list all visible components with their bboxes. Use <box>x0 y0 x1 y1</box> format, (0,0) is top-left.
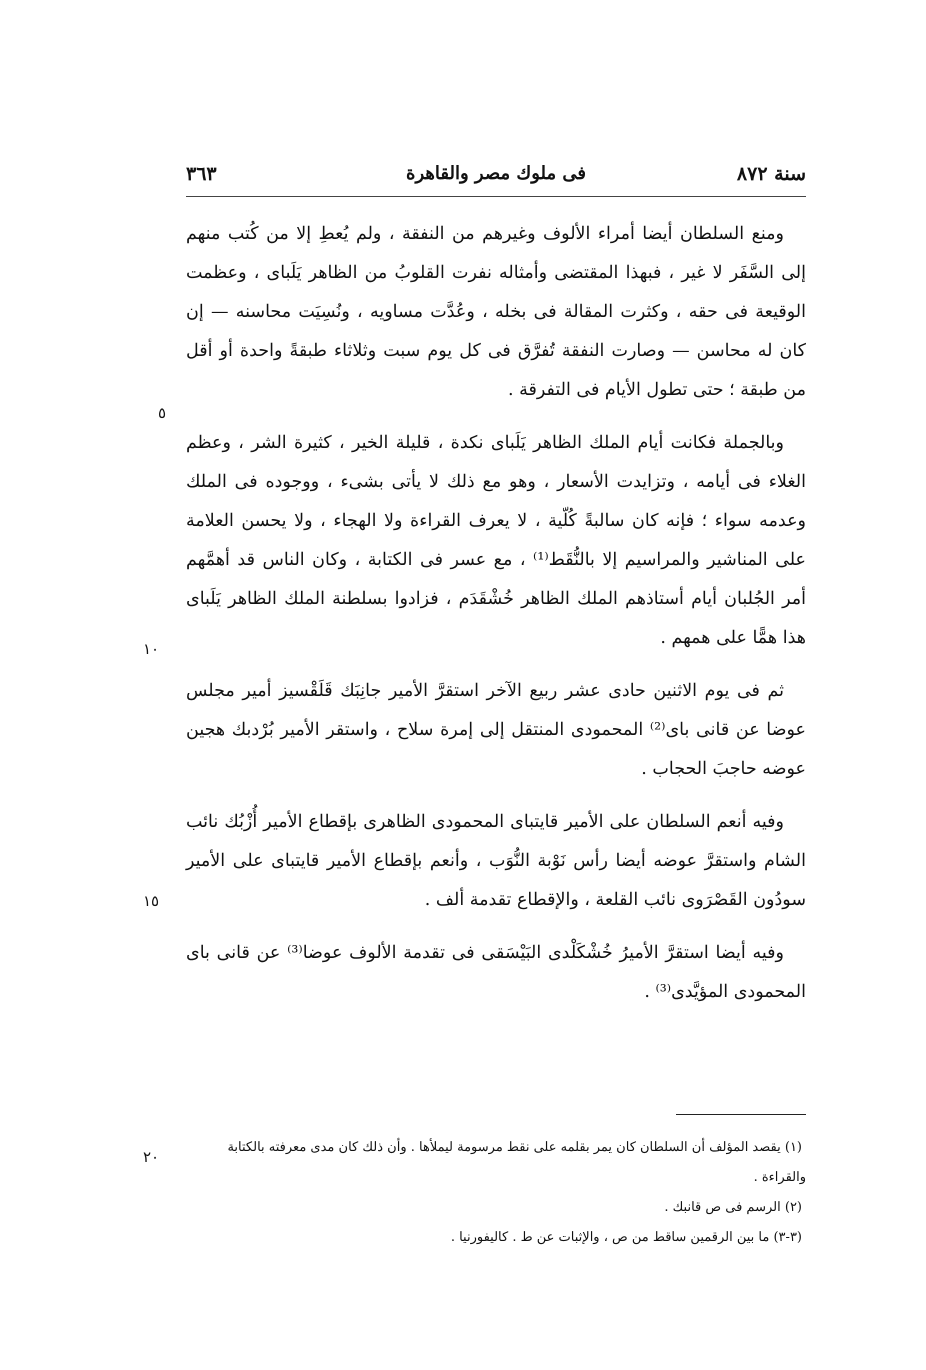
paragraph: ومنع السلطان أيضا أمراء الألوف وغيرهم من النفقة ، ولم يُعطِ إلا من كُتب منهم إلى السَّفَر لا غير ، فبهذا المقتضى وأمثاله نفرت القلوبُ من الظاهر يَلَباى ، وعظمت الوقيعة فى حقه ، وكثرت المقالة فى بخله ، وعُدَّت مساويه ، ونُسِيَت محاسنه — إن كان له محاسن — وصارت النفقة تُفرَّق فى كل يوم سبت وثلاثاء طبقةً واحدة أو أقل من طبقة ؛ حتى تطول الأيام فى التفرقة . <box>186 224 806 400</box>
line-number-10: ١٠ <box>143 640 160 658</box>
footnote-rule <box>676 1114 806 1115</box>
line-number-5: ٥ <box>158 404 167 422</box>
header-title: فى ملوك مصر والقاهرة <box>406 163 586 184</box>
footnote: (١) يقصد المؤلف أن السلطان كان يمر بقلمه على نقط مرسومة ليملأها . وأن ذلك كان مدى معرفته بالكتابة والقراءة . <box>227 1140 806 1185</box>
running-header <box>186 163 806 193</box>
header-year: سنة ٨٧٢ <box>736 163 806 185</box>
line-number-20: ٢٠ <box>143 1148 160 1166</box>
paragraph: وبالجملة فكانت أيام الملك الظاهر يَلَباى نكدة ، قليلة الخير ، كثيرة الشر ، وعظم الغلاء فى أيامه ، وتزايدت الأسعار ، وهو مع ذلك لا يأتى بشىء ، ووجوده فى الملك وعدمه سواء ؛ فإنه كان سالبةً كُلّية ، لا يعرف القراءة ولا الهجاء ، ولا يحسن العلامة على المناشير والمراسيم إلا بالنُّقَط⁽¹⁾ ، مع عسر فى الكتابة ، وكان الناس قد أهمَّهم أمر الجُلبان أيام أستاذهم الملك الظاهر خُشْقَدَم ، فزادوا بسلطنة الملك الظاهر يَلَباى هذا همًّا على همهم . <box>186 433 806 648</box>
paragraph: وفيه أيضا استقرَّ الأميرُ خُشْكَلْدى البَيْسَقى فى تقدمة الألوف عوضا⁽³⁾ عن قانى باى المحمودى المؤيَّدى⁽³⁾ . <box>186 943 806 1002</box>
line-number-15: ١٥ <box>143 892 160 910</box>
footnote: (٢) الرسم فى ص قانبك . <box>664 1200 802 1215</box>
main-text <box>186 215 806 1026</box>
header-rule <box>186 196 806 197</box>
page-number: ٣٦٣ <box>186 163 217 185</box>
footnotes <box>196 1133 806 1253</box>
footnote: (٣-٣) ما بين الرقمين ساقط من ص ، والإثبات عن ط . كاليفورنيا . <box>450 1230 802 1245</box>
paragraph: وفيه أنعم السلطان على الأمير قايتباى المحمودى الظاهرى بإقطاع الأمير أُزْبُك نائب الشام واستقرَّ عوضه أيضا رأس نَوْبة النُّوَب ، وأنعم بإقطاع الأمير قايتباى على الأمير سودُون القَصْرَوى نائب القلعة ، والإقطاع تقدمة ألف . <box>186 812 806 910</box>
paragraph: ثم فى يوم الاثنين حادى عشر ربيع الآخر استقرَّ الأمير جانِبَك قَلَقْسيز أمير مجلس عوضا عن قانى باى⁽²⁾ المحمودى المنتقل إلى إمرة سلاح ، واستقر الأمير بُرْدبك هجين عوضه حاجبَ الحجاب . <box>186 681 806 779</box>
